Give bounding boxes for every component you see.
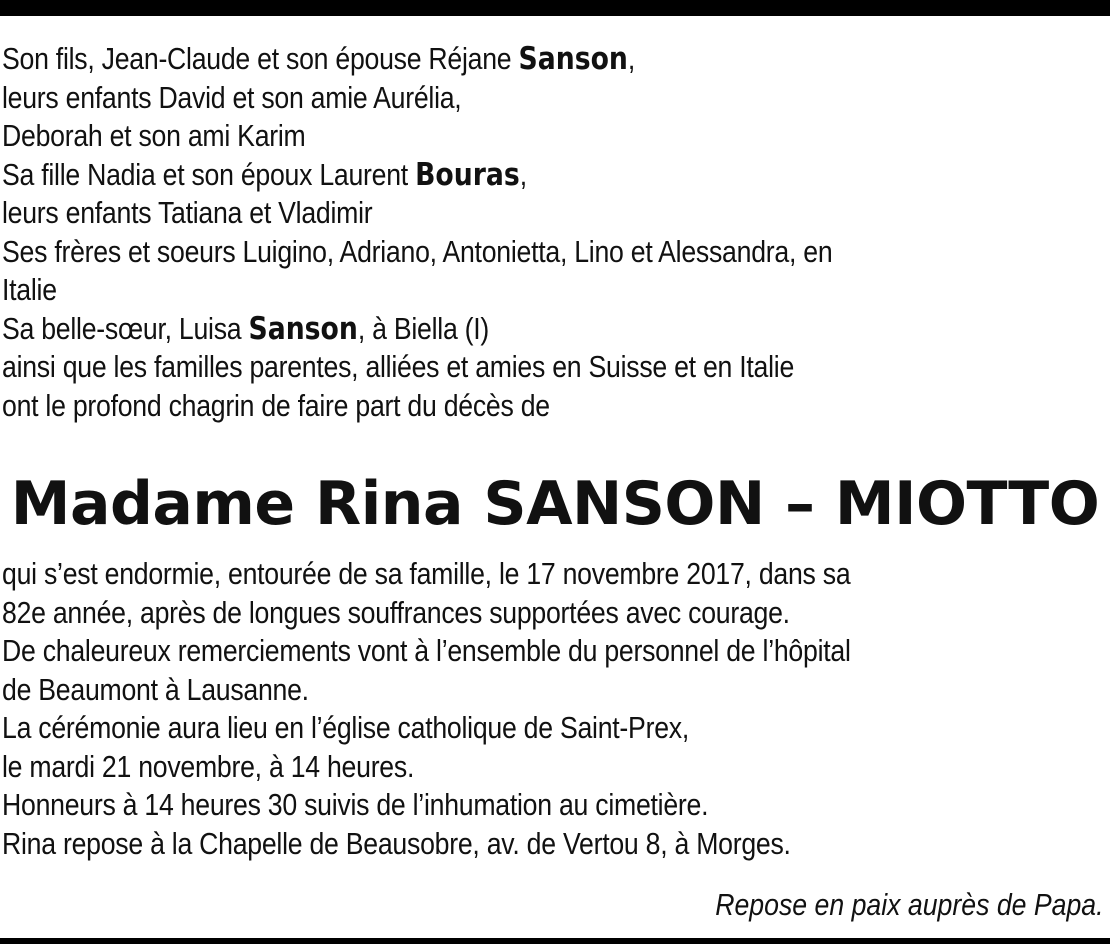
intro-line: Sa belle-sœur, Luisa Sanson, à Biella (I): [2, 310, 490, 347]
funeral-details: [2, 555, 1108, 863]
detail-line: le mardi 21 novembre, à 14 heures.: [2, 748, 415, 784]
detail-line: de Beaumont à Lausanne.: [2, 671, 309, 707]
intro-line: ont le profond chagrin de faire part du décès de: [2, 387, 550, 423]
intro-line: Sa fille Nadia et son époux Laurent Bouras,: [2, 156, 527, 193]
surname: Sanson: [518, 41, 628, 77]
intro-line: leurs enfants David et son amie Aurélia,: [2, 79, 462, 115]
intro-line: Ses frères et soeurs Luigino, Adriano, Antonietta, Lino et Alessandra, en: [2, 233, 833, 269]
deceased-name-heading: Madame Rina SANSON – MIOTTO: [10, 469, 1100, 539]
intro-line: Deborah et son ami Karim: [2, 118, 306, 153]
detail-line: Honneurs à 14 heures 30 suivis de l’inhumation au cimetière.: [2, 787, 709, 822]
detail-line: Rina repose à la Chapelle de Beausobre, av. de Vertou 8, à Morges.: [2, 825, 791, 861]
family-announcement: [2, 40, 1108, 425]
detail-line: De chaleureux remerciements vont à l’ensemble du personnel de l’hôpital: [2, 633, 851, 668]
bottom-border-rule: [0, 938, 1110, 944]
surname: Bouras: [415, 156, 520, 193]
intro-line: Son fils, Jean-Claude et son épouse Réjane Sanson,: [2, 41, 636, 77]
intro-line: Italie: [2, 272, 57, 307]
detail-line: 82e année, après de longues souffrances supportées avec courage.: [2, 594, 790, 630]
surname: Sanson: [248, 310, 358, 347]
closing-phrase: Repose en paix auprès de Papa.: [715, 887, 1104, 922]
top-border-rule: [0, 0, 1110, 16]
intro-line: ainsi que les familles parentes, alliées et amies en Suisse et en Italie: [2, 349, 795, 384]
intro-line: leurs enfants Tatiana et Vladimir: [2, 195, 373, 230]
detail-line: qui s’est endormie, entourée de sa famille, le 17 novembre 2017, dans sa: [2, 556, 851, 591]
detail-line: La cérémonie aura lieu en l’église catholique de Saint-Prex,: [2, 710, 689, 745]
